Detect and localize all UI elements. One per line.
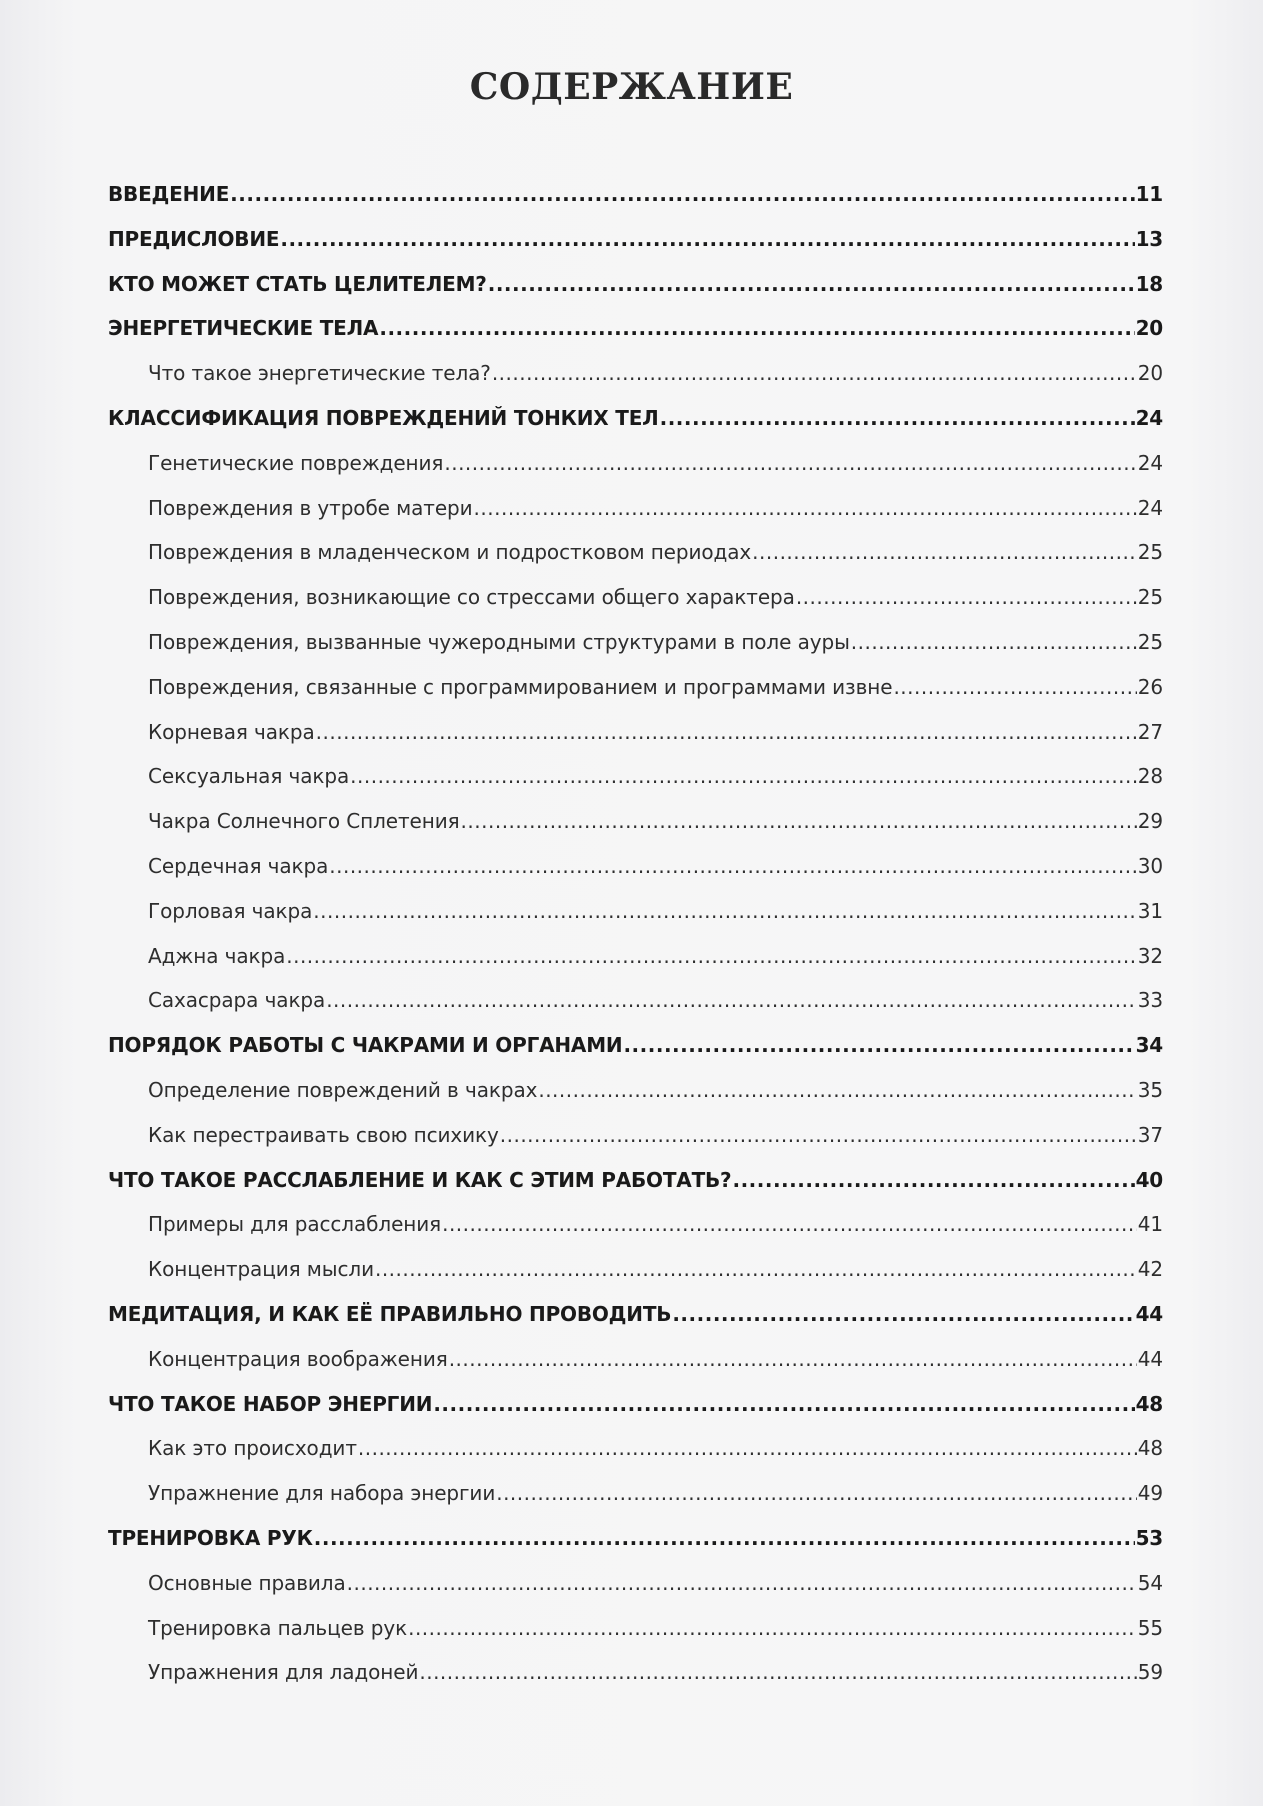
toc-section-entry bbox=[108, 361, 1163, 406]
toc-page-number: 25 bbox=[1137, 540, 1163, 565]
toc-entry-label: Упражнение для набора энергии bbox=[148, 1481, 496, 1506]
toc-page-number: 24 bbox=[1137, 450, 1163, 475]
toc-dot-leader bbox=[280, 227, 1134, 251]
toc-page-number: 41 bbox=[1137, 1212, 1163, 1237]
toc-page-number: 42 bbox=[1137, 1257, 1163, 1282]
toc-dot-leader bbox=[851, 630, 1137, 654]
toc-page-number: 37 bbox=[1137, 1122, 1163, 1147]
toc-entry-label: Определение повреждений в чакрах bbox=[148, 1077, 538, 1102]
toc-dot-leader bbox=[286, 944, 1137, 968]
toc-page-number: 29 bbox=[1137, 809, 1163, 834]
toc-dot-leader bbox=[488, 272, 1135, 296]
toc-page-number: 30 bbox=[1137, 853, 1163, 878]
toc-entry-label: Концентрация мысли bbox=[148, 1257, 374, 1282]
toc-entry-label: Повреждения, возникающие со стрессами общего характера bbox=[148, 585, 795, 610]
toc-dot-leader bbox=[623, 1033, 1134, 1057]
toc-chapter-entry bbox=[108, 182, 1163, 227]
toc-chapter-entry bbox=[108, 1302, 1163, 1347]
toc-page-number: 26 bbox=[1137, 674, 1163, 699]
toc-page-number: 33 bbox=[1137, 988, 1163, 1013]
toc-section-entry bbox=[108, 496, 1163, 541]
toc-page-number: 59 bbox=[1137, 1660, 1163, 1685]
toc-page-number: 44 bbox=[1137, 1346, 1163, 1371]
toc-entry-label: ТРЕНИРОВКА РУК bbox=[108, 1525, 313, 1550]
toc-dot-leader bbox=[316, 720, 1137, 744]
toc-dot-leader bbox=[347, 1571, 1137, 1595]
toc-dot-leader bbox=[893, 675, 1136, 699]
toc-dot-leader bbox=[732, 1168, 1134, 1192]
toc-dot-leader bbox=[358, 1436, 1137, 1460]
toc-section-entry bbox=[108, 1481, 1163, 1526]
toc-entry-label: КЛАССИФИКАЦИЯ ПОВРЕЖДЕНИЙ ТОНКИХ ТЕЛ bbox=[108, 405, 659, 430]
toc-dot-leader bbox=[449, 1347, 1137, 1371]
toc-dot-leader bbox=[500, 1123, 1137, 1147]
toc-entry-label: ПРЕДИСЛОВИЕ bbox=[108, 226, 280, 251]
toc-chapter-entry bbox=[108, 1526, 1163, 1571]
toc-entry-label: ВВЕДЕНИЕ bbox=[108, 182, 230, 206]
toc-dot-leader bbox=[375, 1257, 1137, 1281]
toc-page-number: 28 bbox=[1137, 764, 1163, 789]
toc-chapter-entry bbox=[108, 1033, 1163, 1078]
toc-section-entry bbox=[108, 540, 1163, 585]
toc-section-entry bbox=[108, 1616, 1163, 1661]
toc-dot-leader bbox=[538, 1078, 1136, 1102]
toc-section-entry bbox=[108, 988, 1163, 1033]
toc-page-number: 31 bbox=[1137, 898, 1163, 923]
toc-section-entry bbox=[108, 630, 1163, 675]
toc-entry-label: Повреждения, вызванные чужеродными структурами в поле ауры bbox=[148, 629, 850, 654]
toc-dot-leader bbox=[326, 988, 1137, 1012]
toc-chapter-entry bbox=[108, 1392, 1163, 1437]
toc-dot-leader bbox=[314, 1526, 1135, 1550]
toc-page-number: 48 bbox=[1137, 1436, 1163, 1461]
toc-page-number: 44 bbox=[1135, 1301, 1163, 1326]
toc-section-entry bbox=[108, 1347, 1163, 1392]
toc-entry-label: Корневая чакра bbox=[148, 719, 315, 744]
toc-entry-label: Горловая чакра bbox=[148, 898, 313, 923]
toc-section-entry bbox=[108, 720, 1163, 765]
toc-entry-label: ЭНЕРГЕТИЧЕСКИЕ ТЕЛА bbox=[108, 316, 379, 341]
toc-dot-leader bbox=[230, 182, 1134, 206]
toc-dot-leader bbox=[350, 764, 1137, 788]
toc-entry-label: Повреждения, связанные с программированием и программами извне bbox=[148, 674, 893, 699]
toc-entry-label: Примеры для расслабления bbox=[148, 1212, 442, 1237]
toc-dot-leader bbox=[442, 1212, 1137, 1236]
toc-page-number: 25 bbox=[1137, 585, 1163, 610]
toc-entry-label: Как перестраивать свою психику bbox=[148, 1122, 499, 1147]
toc-page-number: 53 bbox=[1135, 1525, 1163, 1550]
toc-entry-label: ПОРЯДОК РАБОТЫ С ЧАКРАМИ И ОРГАНАМИ bbox=[108, 1033, 623, 1058]
toc-dot-leader bbox=[672, 1302, 1134, 1326]
toc-dot-leader bbox=[492, 361, 1137, 385]
toc-page-number: 13 bbox=[1135, 226, 1163, 251]
toc-chapter-entry bbox=[108, 227, 1163, 272]
toc-section-entry bbox=[108, 451, 1163, 496]
toc-dot-leader bbox=[660, 406, 1135, 430]
toc-chapter-entry bbox=[108, 316, 1163, 361]
toc-page-number: 20 bbox=[1135, 316, 1163, 341]
toc-page-number: 11 bbox=[1135, 182, 1163, 206]
toc-page-number: 54 bbox=[1137, 1570, 1163, 1595]
toc-dot-leader bbox=[796, 585, 1137, 609]
toc-section-entry bbox=[108, 1436, 1163, 1481]
toc-entry-label: Повреждения в утробе матери bbox=[148, 495, 473, 520]
toc-entry-label: Повреждения в младенческом и подростковом периодах bbox=[148, 540, 752, 565]
toc-section-entry bbox=[108, 1257, 1163, 1302]
toc-page-number: 20 bbox=[1137, 361, 1163, 386]
toc-dot-leader bbox=[379, 316, 1134, 340]
toc-entry-label: Тренировка пальцев рук bbox=[148, 1615, 408, 1640]
toc-page-number: 55 bbox=[1137, 1615, 1163, 1640]
toc-page-number: 24 bbox=[1137, 495, 1163, 520]
toc-section-entry bbox=[108, 809, 1163, 854]
toc-entry-label: Чакра Солнечного Сплетения bbox=[148, 809, 460, 834]
toc-entry-label: МЕДИТАЦИЯ, И КАК ЕЁ ПРАВИЛЬНО ПРОВОДИТЬ bbox=[108, 1301, 672, 1326]
toc-entry-label: Основные правила bbox=[148, 1570, 346, 1595]
toc-entry-label: Что такое энергетические тела? bbox=[148, 361, 491, 386]
toc-page-number: 49 bbox=[1137, 1481, 1163, 1506]
toc-section-entry bbox=[108, 1571, 1163, 1616]
toc-entry-label: КТО МОЖЕТ СТАТЬ ЦЕЛИТЕЛЕМ? bbox=[108, 271, 487, 296]
toc-dot-leader bbox=[433, 1392, 1134, 1416]
toc-chapter-entry bbox=[108, 406, 1163, 451]
toc-dot-leader bbox=[496, 1481, 1137, 1505]
toc-page-number: 40 bbox=[1135, 1167, 1163, 1192]
toc-entry-label: Сердечная чакра bbox=[148, 853, 329, 878]
toc-entry-label: Как это происходит bbox=[148, 1436, 357, 1461]
toc-page-number: 32 bbox=[1137, 943, 1163, 968]
toc-dot-leader bbox=[408, 1616, 1137, 1640]
toc-section-entry bbox=[108, 1078, 1163, 1123]
toc-section-entry bbox=[108, 854, 1163, 899]
toc-page-number: 24 bbox=[1135, 405, 1163, 430]
page-title: СОДЕРЖАНИЕ bbox=[469, 66, 794, 108]
toc-page-number: 25 bbox=[1137, 629, 1163, 654]
toc-entry-label: Концентрация воображения bbox=[148, 1346, 448, 1371]
toc-section-entry bbox=[108, 585, 1163, 630]
toc-dot-leader bbox=[329, 854, 1137, 878]
toc-dot-leader bbox=[419, 1660, 1136, 1684]
table-of-contents bbox=[108, 182, 1163, 1705]
toc-section-entry bbox=[108, 1212, 1163, 1257]
toc-entry-label: Сексуальная чакра bbox=[148, 764, 350, 789]
toc-dot-leader bbox=[461, 809, 1137, 833]
toc-page-number: 48 bbox=[1135, 1391, 1163, 1416]
toc-section-entry bbox=[108, 1660, 1163, 1705]
toc-entry-label: ЧТО ТАКОЕ РАССЛАБЛЕНИЕ И КАК С ЭТИМ РАБОТАТЬ? bbox=[108, 1167, 732, 1192]
toc-page-number: 18 bbox=[1135, 271, 1163, 296]
toc-chapter-entry bbox=[108, 1168, 1163, 1213]
toc-entry-label: ЧТО ТАКОЕ НАБОР ЭНЕРГИИ bbox=[108, 1391, 433, 1416]
toc-section-entry bbox=[108, 764, 1163, 809]
toc-page-number: 35 bbox=[1137, 1077, 1163, 1102]
toc-section-entry bbox=[108, 944, 1163, 989]
toc-section-entry bbox=[108, 899, 1163, 944]
toc-entry-label: Аджна чакра bbox=[148, 943, 286, 968]
toc-dot-leader bbox=[444, 451, 1136, 475]
toc-section-entry bbox=[108, 1123, 1163, 1168]
toc-page-number: 34 bbox=[1135, 1033, 1163, 1058]
toc-page-number: 27 bbox=[1137, 719, 1163, 744]
toc-section-entry bbox=[108, 675, 1163, 720]
toc-entry-label: Сахасрара чакра bbox=[148, 988, 326, 1013]
toc-entry-label: Упражнения для ладоней bbox=[148, 1660, 419, 1685]
toc-dot-leader bbox=[313, 899, 1136, 923]
toc-chapter-entry bbox=[108, 272, 1163, 317]
toc-entry-label: Генетические повреждения bbox=[148, 450, 444, 475]
toc-dot-leader bbox=[474, 496, 1137, 520]
toc-dot-leader bbox=[752, 540, 1137, 564]
